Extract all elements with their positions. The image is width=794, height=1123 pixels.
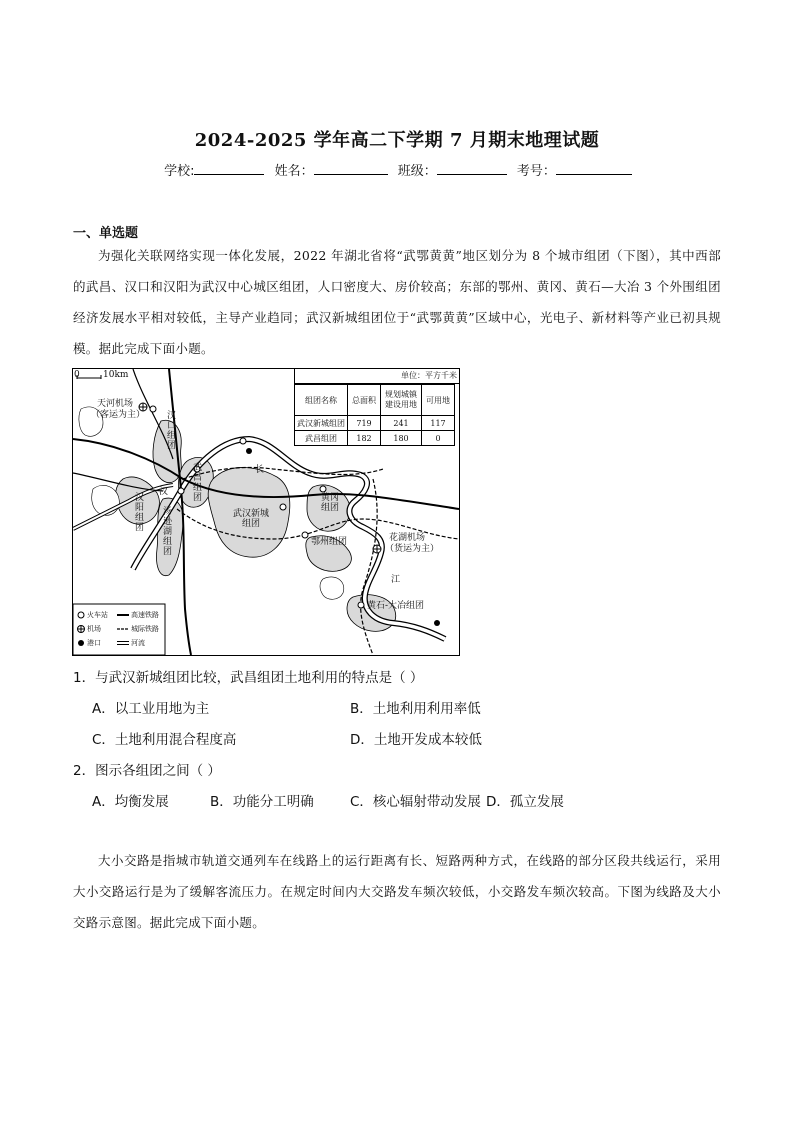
label-huangshi: 黄石-大冶组团: [367, 601, 425, 611]
table-cell: 719: [348, 416, 381, 431]
table-unit: 单位：平方千米: [294, 369, 459, 384]
question-2-option-c[interactable]: C．核心辐射带动发展: [350, 794, 481, 810]
question-2-option-a[interactable]: A．均衡发展: [92, 794, 169, 810]
question-2-stem: 2．图示各组团之间（ ）: [73, 763, 221, 779]
question-2-option-b[interactable]: B．功能分工明确: [210, 794, 314, 810]
label-han: 汉: [159, 487, 169, 497]
table-cell: 0: [422, 431, 455, 446]
legend-airport: 机场: [87, 625, 101, 633]
section2-intro: 大小交路是指城市轨道交通列车在线路上的运行距离有长、短路两种方式，在线路的部分区段共线运行，采用大小交路运行是为了缓解客流压力。在规定时间内大交路发车频次较低，小交路发车频次较高。下图为线路及大小交路示意图。据此完成下面小题。: [73, 853, 721, 930]
table-row: [295, 431, 455, 446]
table-cell: 182: [348, 431, 381, 446]
table-cell: 117: [422, 416, 455, 431]
exam-number-label: 考号：: [516, 164, 556, 179]
label-ezhou: 鄂州组团: [311, 537, 348, 547]
label-huahu-note: （货运为主）: [385, 544, 440, 554]
table-header: 可用地: [422, 385, 455, 416]
question-1-stem: 1．与武汉新城组团比较，武昌组团土地利用的特点是（ ）: [73, 670, 424, 686]
scale-zero: 0: [74, 370, 80, 380]
table-header: 组团名称: [295, 385, 348, 416]
label-jiang: 江: [391, 575, 401, 585]
table-cell: 241: [381, 416, 422, 431]
label-hanyang: 汉阳组团: [135, 493, 145, 533]
legend-port: 港口: [87, 639, 101, 647]
label-huahu-airport: 花湖机场: [389, 533, 426, 543]
scale-label: 10km: [103, 370, 129, 380]
question-1-option-b[interactable]: B．土地利用利用率低: [350, 701, 481, 717]
student-info-line: [0, 160, 794, 179]
legend-high-speed-rail: 高速铁路: [131, 611, 159, 619]
question-1-option-a[interactable]: A．以工业用地为主: [92, 701, 210, 717]
city-cluster-map: [72, 368, 460, 656]
school-label: 学校:: [164, 164, 195, 179]
name-label: 姓名：: [274, 164, 314, 179]
legend-intercity-rail: 城际铁路: [131, 625, 159, 633]
table-cell: 武汉新城组团: [295, 416, 348, 431]
label-huanggang: 黄冈组团: [321, 493, 340, 513]
table-cell: 180: [381, 431, 422, 446]
school-field[interactable]: [194, 162, 264, 175]
label-tianhe-airport: 天河机场: [97, 399, 134, 409]
table-header-row: [295, 385, 455, 416]
question-1-option-c[interactable]: C．土地利用混合程度高: [92, 732, 237, 748]
question-1-option-d[interactable]: D．土地开发成本较低: [350, 732, 482, 748]
table-header: 规划城镇建设用地: [381, 385, 422, 416]
exam-title: 2024-2025 学年高二下学期 7 月期末地理试题: [194, 130, 600, 151]
label-hankou: 汉口组团: [167, 411, 177, 451]
class-label: 班级：: [397, 164, 437, 179]
class-field[interactable]: [437, 162, 507, 175]
table-cell: 武昌组团: [295, 431, 348, 446]
table-row: [295, 416, 455, 431]
question-2-option-d[interactable]: D．孤立发展: [486, 794, 564, 810]
section-heading: 一、单选题: [73, 226, 139, 241]
name-field[interactable]: [314, 162, 388, 175]
table-header: 总面积: [348, 385, 381, 416]
area-table: [294, 384, 455, 446]
label-tianhe-note: （客运为主）: [91, 410, 146, 420]
exam-number-field[interactable]: [556, 162, 632, 175]
legend-river: 河流: [131, 639, 145, 647]
label-chang: 长: [255, 465, 265, 475]
intro-paragraph: 为强化关联网络实现一体化发展，2022 年湖北省将“武鄂黄黄”地区划分为 8 个城市组团（下图），其中西部的武昌、汉口和汉阳为武汉中心城区组团，人口密度大、房价较高；东部的鄂州、黄冈、黄石—大冶 3 个外围组团经济发展水平相对较低，主导产业趋同；武汉新城组团位于“武鄂黄黄”区域中心，光电子、新材料等产业已初具规模。据此完成下面小题。: [73, 248, 721, 356]
label-tangxunhu: 汤逊湖组团: [163, 507, 173, 557]
label-xincheng: 武汉新城组团: [232, 509, 269, 529]
legend-train-station: 火车站: [87, 611, 108, 619]
label-wuchang: 武昌组团: [193, 463, 203, 503]
